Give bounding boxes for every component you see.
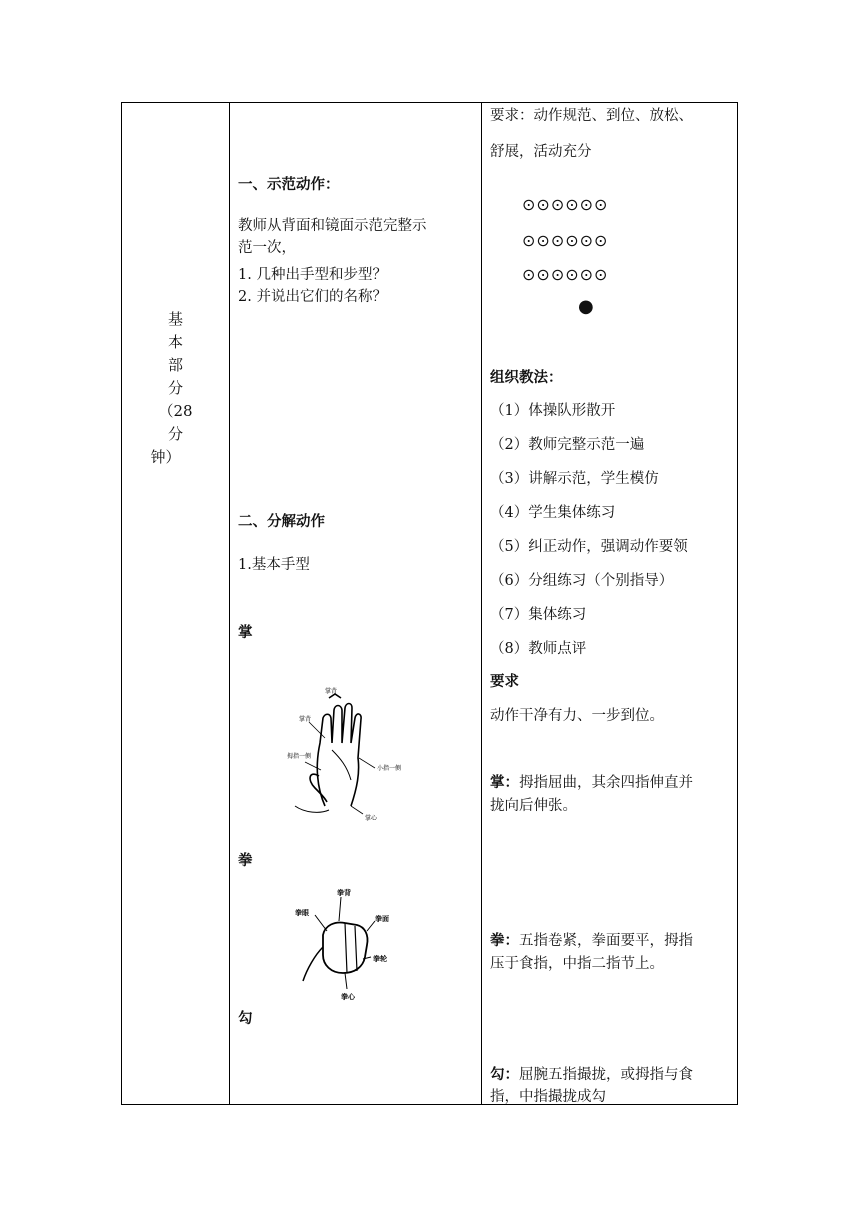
palm-description [490,771,693,792]
label-char: 部 [167,356,183,374]
fist-description [490,929,693,950]
hook-label: 勾 [238,1011,253,1027]
palm-head: 掌： [490,775,519,791]
palm-desc: 拇指屈曲，其余四指伸直并 [519,775,693,791]
fist-label: 拳 [238,853,253,869]
palm-illustration [285,688,402,828]
palm-fig-label: 拇指一侧 [287,753,312,760]
section1-body: 教师从背面和镜面示范完整示 [238,218,427,234]
formation-row: ⊙⊙⊙⊙⊙⊙ [522,265,609,284]
hook-head: 勾： [490,1067,519,1083]
org-title: 组织教法： [490,370,563,386]
fist-description-cont: 压于食指，中指二指节上。 [490,956,664,972]
content-cell [230,103,481,1104]
fist-desc: 五指卷紧，拳面要平，拇指 [519,933,693,949]
org-item: （5）纠正动作，强调动作要领 [490,539,688,555]
label-char: 基 [167,310,183,328]
requirement-text: 要求：动作规范、到位、放松、 [490,108,693,124]
fist-illustration [285,885,395,1005]
label-char: 分 [167,425,183,443]
hook-description [490,1063,693,1084]
org-item: （2）教师完整示范一遍 [490,437,645,453]
section1-body: 范一次， [238,240,296,256]
teacher-position: ● [578,296,595,317]
org-item: （1）体操队形散开 [490,403,616,419]
requirements-cell [482,103,738,1104]
hook-desc: 屈腕五指撮拢，或拇指与食 [519,1067,693,1083]
palm-fig-label: 小指一侧 [377,765,402,772]
org-item: （4）学生集体练习 [490,505,616,521]
label-char: 本 [167,333,183,351]
formation-row: ⊙⊙⊙⊙⊙⊙ [522,195,609,214]
label-char: （28 [158,402,193,420]
org-item: （7）集体练习 [490,607,587,623]
lesson-plan-table [121,102,738,1105]
org-item: （6）分组练习（个别指导） [490,573,674,589]
palm-fig-label: 掌心 [365,815,378,822]
fist-fig-label: 拳眼 [295,908,309,917]
org-item: （3）讲解示范，学生模仿 [490,471,659,487]
fist-fig-label: 拳心 [341,992,355,1001]
section1-title: 一、示范动作： [238,177,340,193]
section-label-cell [122,103,229,1104]
palm-fig-label: 掌背 [299,716,312,723]
label-char: 钟） [150,448,181,466]
palm-description-cont: 拢向后伸张。 [490,798,577,814]
hook-description-cont: 指，中指撮拢成勾 [490,1089,606,1105]
requirement-body: 动作干净有力、一步到位。 [490,708,664,724]
requirement-text: 舒展，活动充分 [490,144,592,160]
sub-title: 1.基本手型 [238,557,310,573]
section-label [122,308,229,469]
requirement-title: 要求 [490,674,519,690]
question-2: 2. 并说出它们的名称？ [238,289,387,305]
fist-head: 拳： [490,933,519,949]
palm-label: 掌 [238,625,253,641]
org-item: （8）教师点评 [490,641,587,657]
label-char: 分 [167,379,183,397]
section2-title: 二、分解动作 [238,514,325,530]
formation-row: ⊙⊙⊙⊙⊙⊙ [522,231,609,250]
fist-fig-label: 拳轮 [373,954,387,963]
palm-fig-label: 掌背 [324,688,338,695]
question-1: 1. 几种出手型和步型？ [238,267,387,283]
fist-fig-label: 拳背 [337,888,351,897]
fist-fig-label: 拳面 [375,914,389,923]
